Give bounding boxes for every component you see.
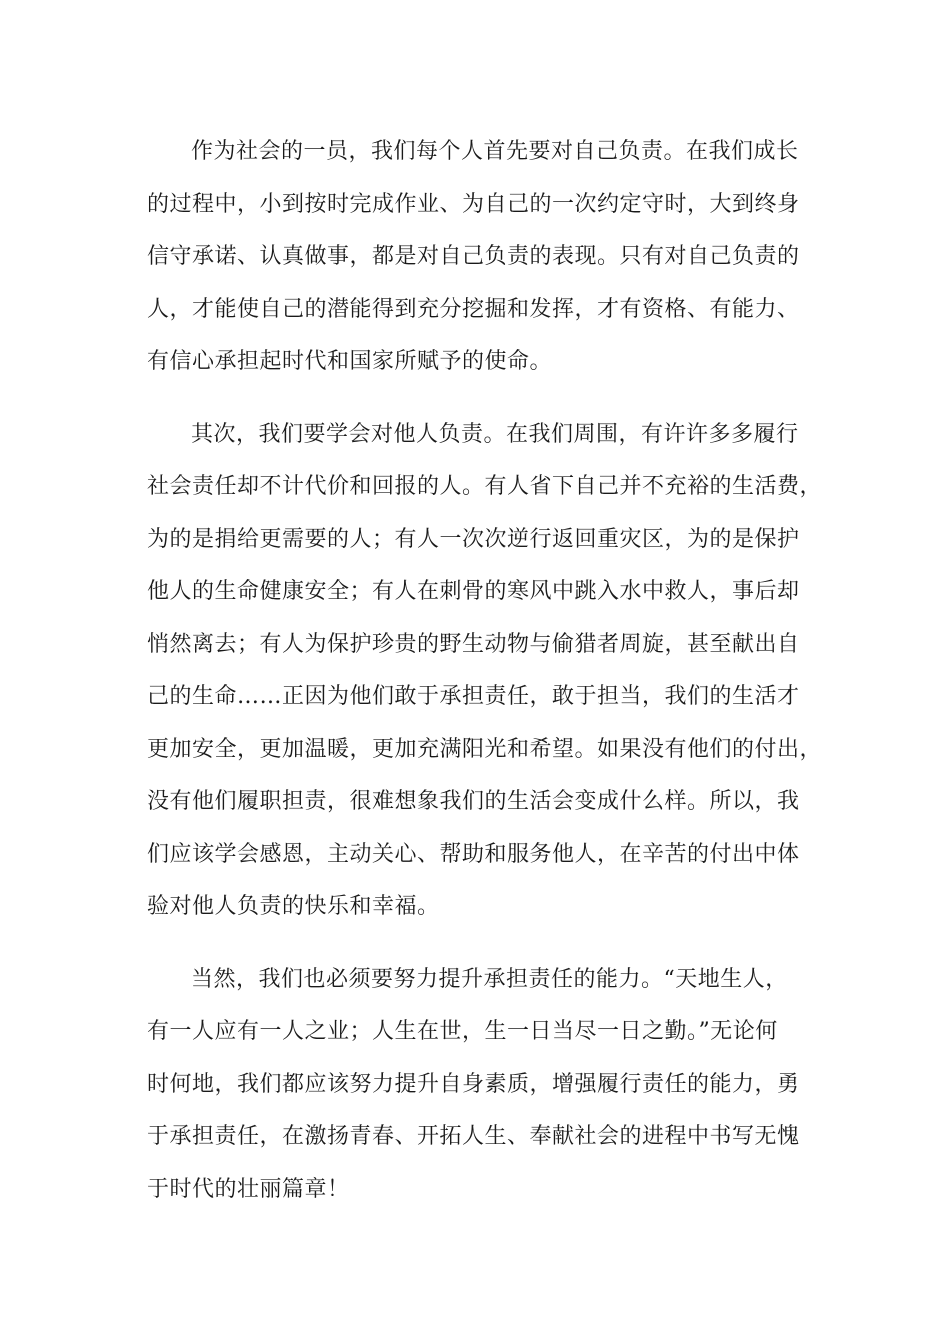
text-line: 悄然离去；有人为保护珍贵的野生动物与偷猎者周旋，甚至献出自 [147, 631, 800, 657]
text-line: 有信心承担起时代和国家所赋予的使命。 [147, 349, 553, 374]
text-line: 己的生命……正因为他们敢于承担责任，敢于担当，我们的生活才 [147, 684, 800, 709]
text-line: 有一人应有一人之业；人生在世，生一日当尽一日之勤。”无论何 [147, 1019, 778, 1044]
text-line: 他人的生命健康安全；有人在刺骨的寒风中跳入水中救人，事后却 [147, 579, 800, 604]
text-line: 信守承诺、认真做事，都是对自己负责的表现。只有对自己负责的 [147, 244, 800, 269]
text-line: 的过程中，小到按时完成作业、为自己的一次约定守时，大到终身 [147, 191, 800, 217]
text-line: 其次，我们要学会对他人负责。在我们周围，有许许多多履行 [191, 421, 799, 447]
document-body [147, 126, 823, 1236]
text-line: 作为社会的一员，我们每个人首先要对自己负责。在我们成长 [191, 139, 799, 164]
text-line: 人，才能使自己的潜能得到充分挖掘和发挥，才有资格、有能力、 [147, 296, 800, 322]
text-line: 们应该学会感恩，主动关心、帮助和服务他人，在辛苦的付出中体 [147, 841, 800, 867]
text-line: 时何地，我们都应该努力提升自身素质，增强履行责任的能力，勇 [147, 1071, 800, 1097]
paragraph-capability [147, 954, 807, 1217]
text-line: 为的是捐给更需要的人；有人一次次逆行返回重灾区，为的是保护 [147, 526, 800, 552]
text-line: 没有他们履职担责，很难想象我们的生活会变成什么样。所以，我 [147, 789, 800, 814]
paragraph-others-responsibility [147, 409, 823, 934]
text-line: 当然，我们也必须要努力提升承担责任的能力。“天地生人， [191, 966, 788, 992]
text-line: 于承担责任，在激扬青春、开拓人生、奉献社会的进程中书写无愧 [147, 1124, 800, 1149]
paragraph-self-responsibility [147, 126, 807, 389]
text-line: 社会责任却不计代价和回报的人。有人省下自己并不充裕的生活费， [147, 474, 823, 499]
text-line: 验对他人负责的快乐和幸福。 [147, 894, 440, 919]
text-line: 于时代的壮丽篇章！ [147, 1176, 350, 1202]
text-line: 更加安全，更加温暖，更加充满阳光和希望。如果没有他们的付出， [147, 736, 823, 762]
